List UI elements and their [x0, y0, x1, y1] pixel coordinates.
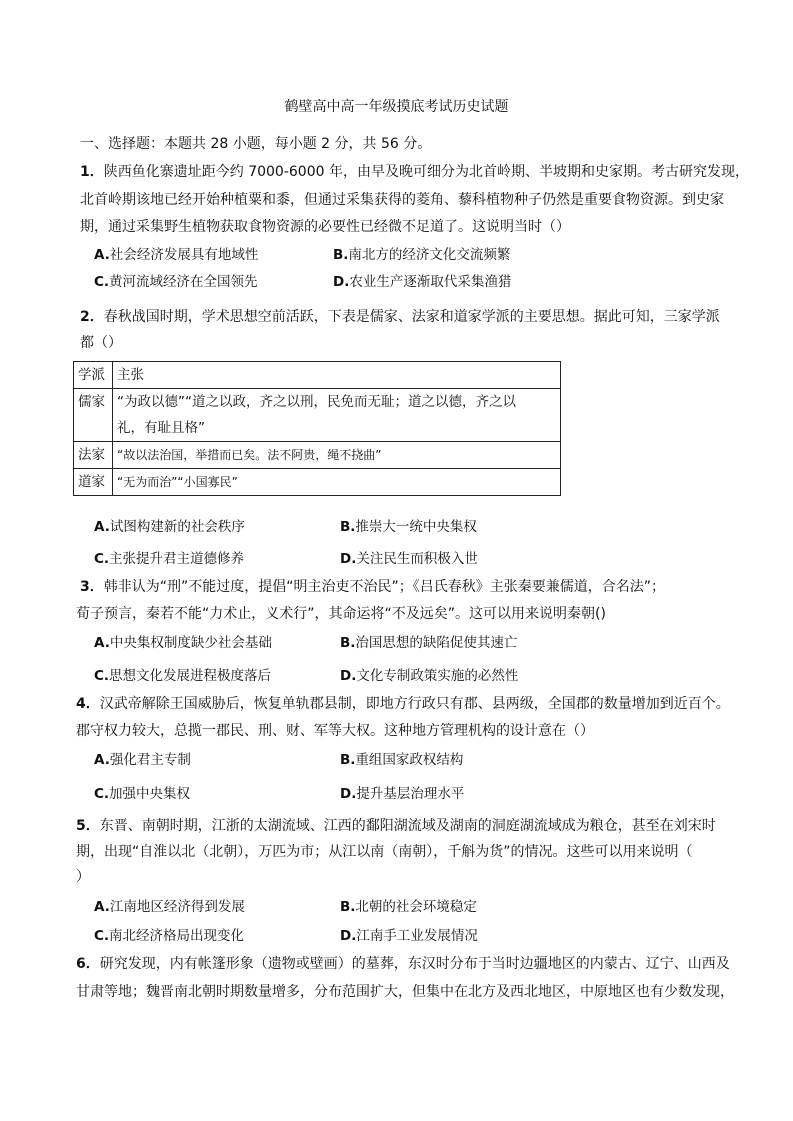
- q4-line-2: 郡守权力较大，总揽一郡民、刑、财、军等大权。这种地方管理机构的设计意在（）: [76, 723, 594, 739]
- table-header-school: 学派: [74, 362, 113, 389]
- q4-line-1: 4．汉武帝解除王国威胁后，恢复单轨郡县制，即地方行政只有郡、县两级，全国郡的数量增加到近百个。: [76, 696, 730, 712]
- q2-line-2: 都（）: [80, 335, 122, 351]
- q3-option-a: A.中央集权制度缺少社会基础: [94, 635, 272, 651]
- q1-line-3: 期，通过采集野生植物获取食物资源的必要性已经微不足道了。这说明当时（）: [80, 219, 570, 235]
- q2-line-1: 2．春秋战国时期，学术思想空前活跃，下表是儒家、法家和道家学派的主要思想。据此可知，三家学派: [80, 309, 720, 325]
- q4-option-c: C.加强中央集权: [94, 786, 191, 802]
- q3-line-1: 3．韩非认为“刑”不能过度，提倡“明主治吏不治民”；《吕氏春秋》主张秦要兼儒道，合名法”；: [80, 579, 666, 595]
- q5-line-2: 期，出现“自淮以北（北朝），万匹为市；从江以南（南朝），千斛为货”的情况。这些可以用来说明（: [76, 844, 693, 860]
- q1-option-c: C.黄河流域经济在全国领先: [94, 274, 258, 290]
- q4-option-d: D.提升基层治理水平: [340, 786, 465, 802]
- q5-option-d: D.江南手工业发展情况: [340, 928, 478, 944]
- q3-line-2: 荀子预言，秦若不能“力术止，义术行”，其命运将“不及远矣”。这可以用来说明秦朝(): [76, 606, 606, 622]
- q5-option-a: A.江南地区经济得到发展: [94, 899, 245, 915]
- section-heading: 一、选择题：本题共 28 小题，每小题 2 分，共 56 分。: [80, 136, 432, 152]
- q4-option-b: B.重组国家政权结构: [340, 752, 464, 768]
- q1-option-b: B.南北方的经济文化交流频繁: [333, 247, 511, 263]
- q6-line-1: 6．研究发现，内有帐篷形象（遗物或壁画）的墓葬，东汉时分布于当时边疆地区的内蒙古、辽宁、山西及: [76, 956, 730, 972]
- q3-option-d: D.文化专制政策实施的必然性: [340, 668, 519, 684]
- q6-number: 6．: [76, 956, 100, 972]
- q5-option-c: C.南北经济格局出现变化: [94, 928, 245, 944]
- exam-title: 鹤壁高中高一年级摸底考试历史试题: [284, 99, 509, 115]
- table-header-view: 主张: [113, 362, 561, 389]
- table-cell-view: “为政以德”“道之以政，齐之以刑，民免而无耻；道之以德，齐之以 礼，有耻且格”: [113, 389, 561, 442]
- q1-line-1: 1．陕西鱼化寨遗址距今约 7000-6000 年，由早及晚可细分为北首岭期、半坡期和史家期。考古研究发现，: [80, 164, 749, 180]
- q2-option-d: D.关注民生而积极入世: [340, 551, 478, 567]
- q4-option-a: A.强化君主专制: [94, 752, 191, 768]
- table-cell-school: 儒家: [74, 389, 113, 442]
- q1-line-2: 北首岭期该地已经开始种植粟和黍，但通过采集获得的菱角、藜科植物种子仍然是重要食物资源。到史家: [80, 192, 724, 208]
- table-row: [74, 469, 561, 496]
- table-cell-school: 法家: [74, 442, 113, 469]
- schools-table: [73, 361, 561, 496]
- table-cell-school: 道家: [74, 469, 113, 496]
- q3-number: 3．: [80, 579, 104, 595]
- table-row: [74, 442, 561, 469]
- q1-number: 1．: [80, 164, 104, 180]
- q3-option-b: B.治国思想的缺陷促使其速亡: [340, 635, 518, 651]
- q4-number: 4．: [76, 696, 100, 712]
- q5-line-3: ）: [76, 869, 90, 885]
- q2-option-a: A.试图构建新的社会秩序: [94, 519, 245, 535]
- q1-option-a: A.社会经济发展具有地域性: [94, 247, 259, 263]
- q6-line-2: 甘肃等地；魏晋南北朝时期数量增多，分布范围扩大，但集中在北方及西北地区，中原地区也有少数发现，: [76, 984, 734, 1000]
- q5-option-b: B.北朝的社会环境稳定: [340, 899, 477, 915]
- q2-option-b: B.推崇大一统中央集权: [340, 519, 477, 535]
- q2-number: 2．: [80, 309, 104, 325]
- q3-option-c: C.思想文化发展进程极度落后: [94, 668, 272, 684]
- q5-line-1: 5．东晋、南朝时期，江浙的太湖流域、江西的鄱阳湖流域及湖南的洞庭湖流域成为粮仓，甚至在刘宋时: [76, 818, 716, 834]
- q2-option-c: C.主张提升君主道德修养: [94, 551, 245, 567]
- table-cell-view: “无为而治”“小国寡民”: [113, 469, 561, 496]
- table-cell-view: “故以法治国，举措而已矣。法不阿贵，绳不挠曲”: [113, 442, 561, 469]
- table-header-row: [74, 362, 561, 389]
- table-row: [74, 389, 561, 442]
- q5-number: 5．: [76, 818, 100, 834]
- q1-option-d: D.农业生产逐渐取代采集渔猎: [333, 274, 512, 290]
